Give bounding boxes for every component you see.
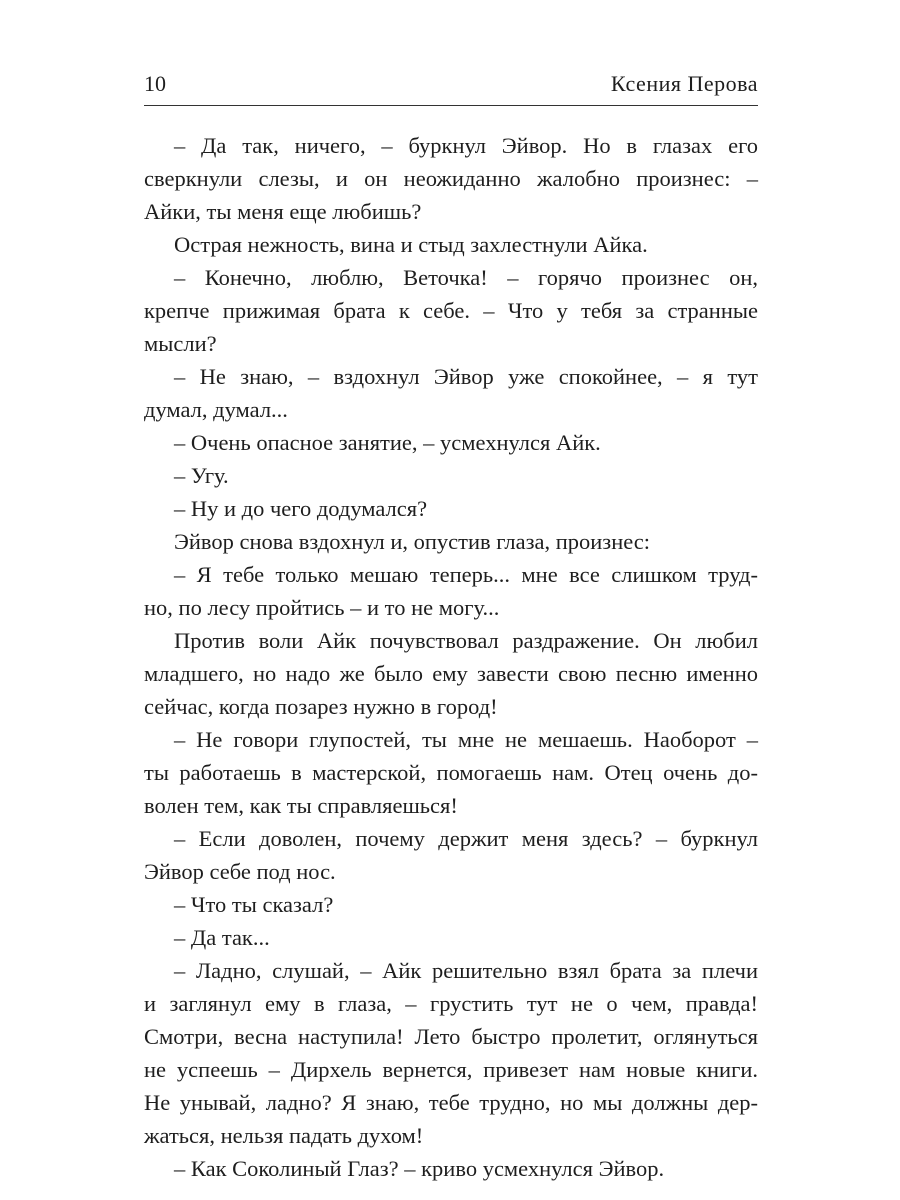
text-line: – Конечно, люблю, Веточка! – горячо произнес он, <box>174 265 758 290</box>
text-line: Эйвор себе под нос. <box>144 859 336 884</box>
text-line: – Ну и до чего додумался? <box>174 496 428 521</box>
text-line: – Угу. <box>174 463 229 488</box>
text-line: младшего, но надо же было ему завести свою песню именно <box>144 661 758 686</box>
text-line: крепче прижимая брата к себе. – Что у тебя за странные <box>144 298 758 323</box>
text-line: Смотри, весна наступила! Лето быстро пролетит, оглянуться <box>144 1024 758 1049</box>
text-line: – Не знаю, – вздохнул Эйвор уже спокойнее, – я тут <box>174 364 758 389</box>
text-line: мысли? <box>144 331 217 356</box>
text-line: жаться, нельзя падать духом! <box>144 1123 424 1148</box>
text-line: – Не говори глупостей, ты мне не мешаешь. Наоборот – <box>174 727 758 752</box>
text-line: Не унывай, ладно? Я знаю, тебе трудно, но мы должны дер- <box>144 1090 758 1115</box>
page-number: 10 <box>144 71 166 96</box>
text-line: сверкнули слезы, и он неожиданно жалобно произнес: – <box>144 166 758 191</box>
text-line: – Что ты сказал? <box>174 892 334 917</box>
text-line: Острая нежность, вина и стыд захлестнули Айка. <box>174 232 648 257</box>
text-line: – Да так... <box>174 925 270 950</box>
header-rule <box>144 105 758 106</box>
text-line: – Если доволен, почему держит меня здесь? – буркнул <box>174 826 758 851</box>
text-line: – Очень опасное занятие, – усмехнулся Айк. <box>174 430 601 455</box>
text-line: Эйвор снова вздохнул и, опустив глаза, произнес: <box>174 529 651 554</box>
text-line: но, по лесу пройтись – и то не могу... <box>144 595 500 620</box>
text-line: сейчас, когда позарез нужно в город! <box>144 694 498 719</box>
text-line: – Как Соколиный Глаз? – криво усмехнулся Эйвор. <box>174 1156 665 1181</box>
body-text <box>144 129 758 1185</box>
text-line: – Ладно, слушай, – Айк решительно взял брата за плечи <box>174 958 758 983</box>
text-line: – Я тебе только мешаю теперь... мне все слишком труд- <box>174 562 758 587</box>
text-line: волен тем, как ты справляешься! <box>144 793 458 818</box>
text-line: и заглянул ему в глаза, – грустить тут не о чем, правда! <box>144 991 758 1016</box>
text-line: Против воли Айк почувствовал раздражение. Он любил <box>174 628 758 653</box>
text-line: ты работаешь в мастерской, помогаешь нам. Отец очень до- <box>144 760 758 785</box>
author-name: Ксения Перова <box>610 71 758 96</box>
running-header <box>144 68 758 100</box>
text-line: думал, думал... <box>144 397 288 422</box>
text-line: не успеешь – Дирхель вернется, привезет нам новые книги. <box>144 1057 758 1082</box>
text-line: – Да так, ничего, – буркнул Эйвор. Но в глазах его <box>174 133 758 158</box>
text-line: Айки, ты меня еще любишь? <box>144 199 422 224</box>
